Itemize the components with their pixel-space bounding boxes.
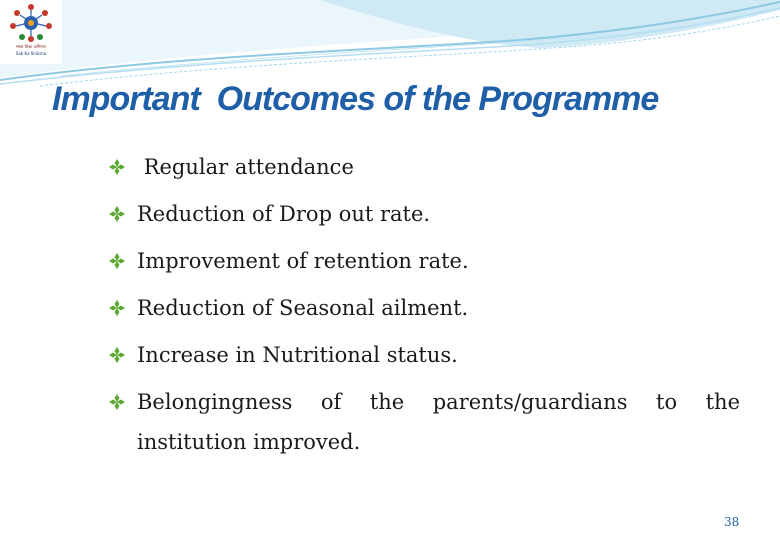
bullet-list <box>108 147 747 469</box>
bullet-text: Increase in Nutritional status. <box>137 343 458 367</box>
bullet-item <box>108 382 747 462</box>
logo-text-hindi: समग्र शिक्षा अभियान <box>15 44 47 49</box>
page-number: 38 <box>724 515 740 529</box>
bullet-text: Belongingness of the parents/guardians to the institution improved. <box>137 390 747 454</box>
bullet-text: Reduction of Seasonal ailment. <box>137 296 469 320</box>
bullet-text: Regular attendance <box>137 155 354 179</box>
logo <box>0 0 62 64</box>
four-diamond-bullet-icon <box>109 347 125 363</box>
four-diamond-bullet-icon <box>109 159 125 175</box>
bullet-item <box>108 147 740 187</box>
bullet-item <box>108 288 740 328</box>
bullet-text: Improvement of retention rate. <box>137 249 469 273</box>
bullet-text: Reduction of Drop out rate. <box>137 202 431 226</box>
bullet-item <box>108 335 740 375</box>
logo-text-english: Sab Ko Shiksha <box>15 51 47 56</box>
slide-title: Important Outcomes of the Programme <box>52 80 659 118</box>
four-diamond-bullet-icon <box>109 253 125 269</box>
bullet-item <box>108 194 740 234</box>
logo-emblem-icon <box>4 2 58 44</box>
bullet-item <box>108 241 740 281</box>
four-diamond-bullet-icon <box>109 206 125 222</box>
four-diamond-bullet-icon <box>109 300 125 316</box>
four-diamond-bullet-icon <box>109 394 125 410</box>
